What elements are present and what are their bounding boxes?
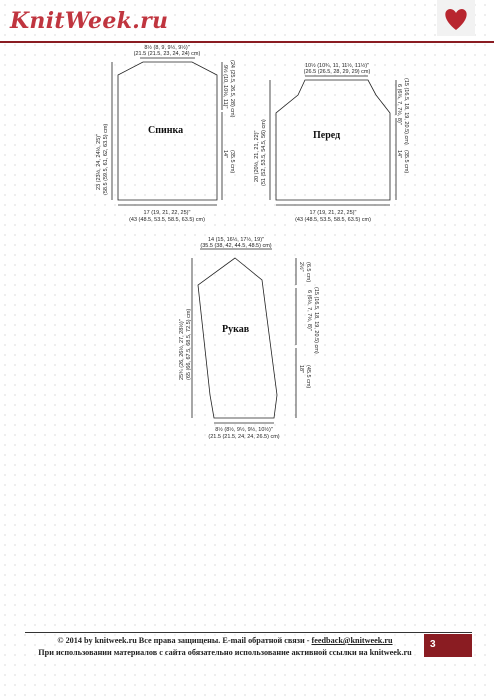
front-top-width-cm: (26.5 (26.5, 28, 29, 29) cm) xyxy=(303,69,371,75)
sleeve-cap-in: 2½" xyxy=(298,262,304,272)
back-bottom-width-in: 17 (19, 21, 22, 25)" xyxy=(143,210,191,216)
feedback-email-link[interactable]: feedback@knitweek.ru xyxy=(311,636,393,645)
sleeve-top-width-cm: (35.5 (38, 42, 44.5, 48.5) cm) xyxy=(200,243,272,249)
sleeve-bottom-width-in: 8½ (8½, 9½, 9½, 10½)" xyxy=(215,427,273,433)
sleeve-cap-cm: (6.5 cm) xyxy=(305,262,311,283)
front-top-width-in: 10½ (10¾, 11, 11½, 11½)" xyxy=(304,63,370,69)
back-bottom-width-cm: (43 (48.5, 53.5, 58.5, 63.5) cm) xyxy=(129,217,205,223)
sleeve-bottom-width-cm: (21.5 (21.5, 24, 24, 26.5) cm) xyxy=(208,434,280,440)
sleeve-outline xyxy=(198,258,277,418)
copyright-text: © 2014 by knitweek.ru Все права защищены. E-mail обратной связи - xyxy=(57,636,310,645)
sleeve-lower-in: 18" xyxy=(298,365,304,374)
footer-line-2: При использовании материалов с сайта обязательно использование активной ссылки на knitweek.ru xyxy=(38,648,412,657)
page-number: 3 xyxy=(424,634,472,657)
sleeve-upper-cm: (15 (16.5, 18, 19, 20.5) cm) xyxy=(313,287,319,354)
back-side-cm: (35.5 cm) xyxy=(229,150,235,174)
sleeve-top-width-in: 14 (15, 16½, 17½, 19)" xyxy=(207,237,265,243)
front-side-in: 14" xyxy=(396,150,402,159)
front-length-cm: (51 (52, 53.5, 54.5, 56) cm) xyxy=(261,119,267,186)
front-label: Перед xyxy=(313,130,341,141)
sleeve-label: Рукав xyxy=(222,324,250,335)
sleeve-length-in: 25¾ (26, 26½, 27, 28½)" xyxy=(179,319,185,380)
footer-line-1 xyxy=(25,635,425,647)
back-armhole-in: 9½ (10, 10½, 11)" xyxy=(222,65,228,109)
back-length-cm: (58.5 (59.5, 61, 62, 63.5) cm) xyxy=(103,123,109,195)
back-armhole-cm: (24 (25.5, 26.5, 28) cm) xyxy=(229,60,235,118)
footer-divider xyxy=(25,632,472,633)
front-length-in: 20 (20½, 21, 21, 22)" xyxy=(254,130,260,182)
sleeve-upper-in: 6 (6½, 7, 7½, 8)" xyxy=(306,290,312,331)
front-armhole-in: 6 (6¾, 7, 7½, 8)" xyxy=(396,84,402,125)
sleeve-length-cm: (65 (66, 67.5, 68.5, 72.5) cm) xyxy=(186,308,192,380)
front-armhole-cm: (15 (16.5, 18, 19, 20.5) cm) xyxy=(403,78,409,145)
site-logo[interactable]: KnitWeek.ru xyxy=(10,8,169,34)
back-side-in: 14" xyxy=(222,150,228,159)
back-length-in: 23 (23½, 24, 24½, 25)" xyxy=(96,133,102,190)
back-top-width-cm: (21.5 (21.5, 23, 24, 24) cm) xyxy=(133,51,201,57)
front-bottom-width-in: 17 (19, 21, 22, 25)" xyxy=(309,210,357,216)
back-label: Спинка xyxy=(148,125,184,136)
sleeve-lower-cm: (45.5 cm) xyxy=(305,365,311,389)
back-top-width-in: 8½ (8, 9, 9½, 9½)" xyxy=(144,45,190,51)
front-bottom-width-cm: (43 (48.5, 53.5, 58.5, 63.5) cm) xyxy=(295,217,371,223)
footer xyxy=(25,635,425,659)
front-side-cm: (35.5 cm) xyxy=(403,150,409,174)
